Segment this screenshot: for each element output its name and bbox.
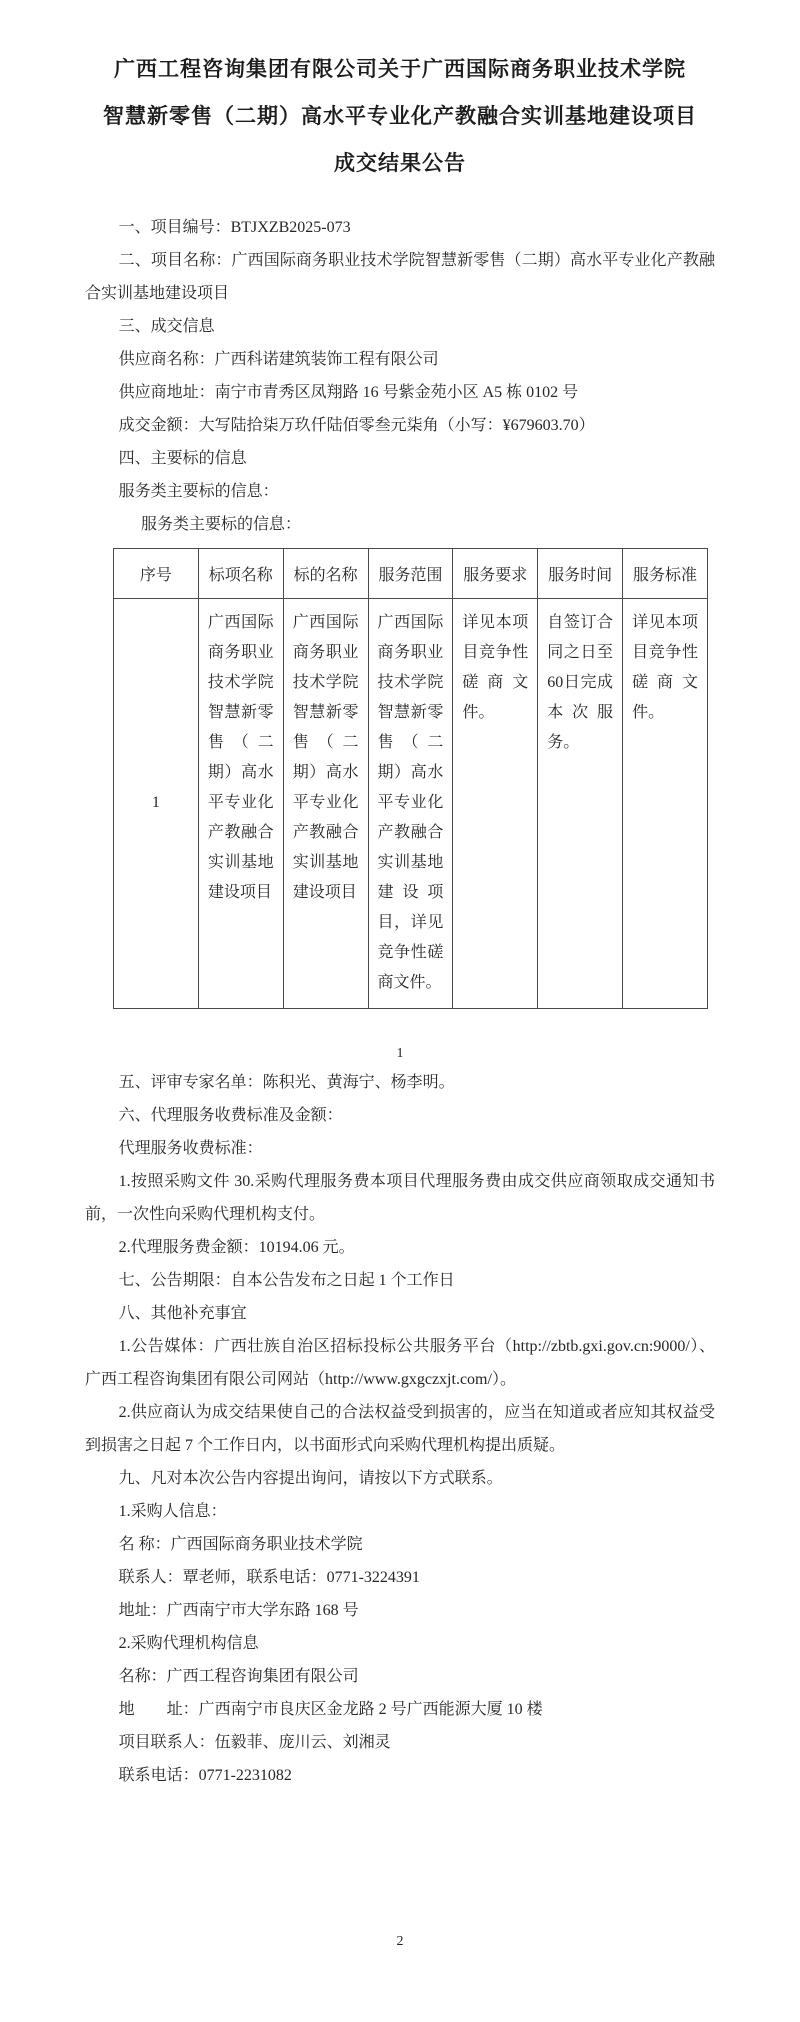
main-table [113,548,708,1009]
column-header: 序号 [114,549,199,599]
paragraph: 地址：广西南宁市大学东路 168 号 [118,1602,359,1619]
paragraph: 服务类主要标的信息： [118,483,279,500]
table-body [114,599,708,1009]
paragraph: 供应商地址：南宁市青秀区凤翔路 16 号紫金苑小区 A5 栋 0102 号 [118,384,579,401]
paragraph: 六、代理服务收费标准及金额： [118,1107,343,1124]
body-before-table [85,211,715,541]
column-header: 服务范围 [368,549,453,599]
page-number-first: 1 [396,1046,404,1061]
paragraph: 2.供应商认为成交结果使自己的合法权益受到损害的，应当在知道或者应知其权益受到损害之日起 7 个工作日内，以书面形式向采购代理机构提出质疑。 [85,1404,715,1454]
table-cell: 自签订合同之日至60日完成本次服务。 [538,599,623,1009]
table-cell: 详见本项目竞争性磋商文件。 [623,599,708,1009]
table-header [114,549,708,599]
column-header: 服务标准 [623,549,708,599]
table-cell: 广西国际商务职业技术学院智慧新零售（二期）高水平专业化产教融合实训基地建设项目 [198,599,283,1009]
paragraph: 项目联系人：伍毅菲、庞川云、刘湘灵 [118,1734,391,1751]
paragraph: 名称：广西工程咨询集团有限公司 [118,1668,359,1685]
paragraph: 名 称：广西国际商务职业技术学院 [118,1536,363,1553]
table-cell: 广西国际商务职业技术学院智慧新零售（二期）高水平专业化产教融合实训基地建设项目 [283,599,368,1009]
paragraph: 联系人：覃老师，联系电话：0771-3224391 [118,1569,420,1586]
paragraph: 五、评审专家名单：陈积光、黄海宁、杨李明。 [118,1074,455,1091]
paragraph: 地 址：广西南宁市良庆区金龙路 2 号广西能源大厦 10 楼 [118,1701,543,1718]
table-row [114,599,708,1009]
paragraph: 三、成交信息 [118,318,215,335]
paragraph: 1.按照采购文件 30.采购代理服务费本项目代理服务费由成交供应商领取成交通知书前，一次性向采购代理机构支付。 [85,1173,715,1223]
body-after-table [85,1066,715,1792]
paragraph: 服务类主要标的信息： [141,516,302,533]
column-header: 服务时间 [538,549,623,599]
paragraph: 2.采购代理机构信息 [118,1635,259,1652]
paragraph: 一、项目编号：BTJXZB2025-073 [118,219,351,236]
paragraph: 二、项目名称：广西国际商务职业技术学院智慧新零售（二期）高水平专业化产教融合实训基地建设项目 [85,252,715,302]
paragraph: 1.公告媒体：广西壮族自治区招标投标公共服务平台（http://zbtb.gxi.gov.cn:9000/）、广西工程咨询集团有限公司网站（http://www.gxgczxjt.com/）。 [85,1338,715,1388]
table-header-row [114,549,708,599]
document-title-line: 广西工程咨询集团有限公司关于广西国际商务职业技术学院 [114,57,686,81]
paragraph: 联系电话：0771-2231082 [118,1767,292,1784]
paragraph: 四、主要标的信息 [118,450,247,467]
paragraph: 代理服务收费标准： [118,1140,263,1157]
paragraph: 2.代理服务费金额：10194.06 元。 [118,1239,355,1256]
column-header: 标的名称 [283,549,368,599]
table-cell: 广西国际商务职业技术学院智慧新零售（二期）高水平专业化产教融合实训基地建设项目，详见竞争性磋商文件。 [368,599,453,1009]
page-number-second: 2 [396,1934,404,1949]
paragraph: 成交金额：大写陆拾柒万玖仟陆佰零叁元柒角（小写：¥679603.70） [118,417,595,434]
document-title-line: 智慧新零售（二期）高水平专业化产教融合实训基地建设项目 [103,104,697,128]
paragraph: 八、其他补充事宜 [118,1305,247,1322]
document-title [85,46,715,187]
document-title-line: 成交结果公告 [334,151,466,175]
table-cell: 详见本项目竞争性磋商文件。 [453,599,538,1009]
cell-seq: 1 [114,599,199,1009]
paragraph: 1.采购人信息： [118,1503,227,1520]
paragraph: 供应商名称：广西科诺建筑装饰工程有限公司 [118,351,439,368]
paragraph: 七、公告期限：自本公告发布之日起 1 个工作日 [118,1272,455,1289]
column-header: 服务要求 [453,549,538,599]
column-header: 标项名称 [198,549,283,599]
paragraph: 九、凡对本次公告内容提出询问，请按以下方式联系。 [118,1470,503,1487]
